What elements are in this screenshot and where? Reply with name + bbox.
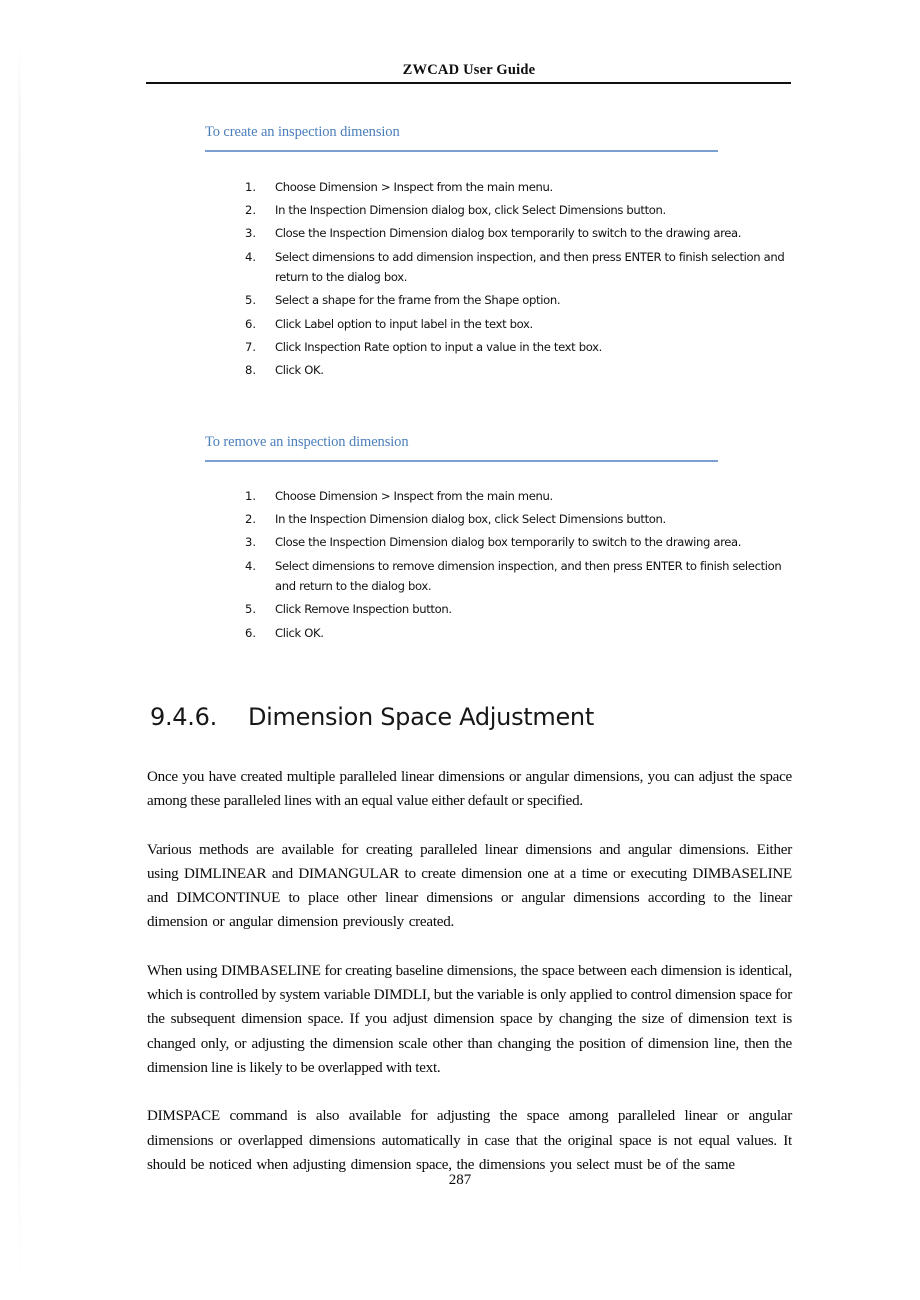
- list-item-text: Click Remove Inspection button.: [275, 602, 452, 617]
- list-item-number: 5.: [245, 602, 257, 617]
- list-item-text: Select a shape for the frame from the Shape option.: [275, 293, 561, 308]
- list-item-text: Close the Inspection Dimension dialog box temporarily to switch to the drawing area.: [275, 226, 742, 241]
- list-item-number: 2.: [245, 512, 257, 527]
- list-item: [245, 247, 800, 288]
- list-item-text: Select dimensions to remove dimension inspection, and then press ENTER to finish selection and return to the dialog box.: [275, 558, 782, 594]
- subheading-remove-inspection-dimension: To remove an inspection dimension: [205, 434, 409, 450]
- page-number: 287: [448, 1172, 472, 1188]
- section-heading: [150, 703, 594, 731]
- list-item: [245, 314, 800, 335]
- list-item-text: In the Inspection Dimension dialog box, click Select Dimensions button.: [275, 512, 666, 527]
- list-item: [245, 599, 800, 620]
- list-item: [245, 360, 800, 381]
- list-item: [245, 200, 800, 221]
- list-item: [245, 486, 800, 507]
- paragraph: When using DIMBASELINE for creating baseline dimensions, the space between each dimension is identical, which is controlled by system variable DIMDLI, but the variable is only applied to control dimension space for the subsequent dimension space. If you adjust dimension space by changing the size of dimension text is changed only, or adjusting the dimension scale other than changing the position of dimension line, then the dimension line is likely to be overlapped with text.: [147, 962, 792, 1076]
- list-item-text: Click OK.: [275, 625, 324, 640]
- subheading-create-inspection-dimension: To create an inspection dimension: [205, 124, 400, 140]
- list-item: [245, 290, 800, 311]
- list-item: [245, 556, 800, 597]
- subheading-rule-1: [205, 150, 718, 152]
- section-number: 9.4.6.: [150, 703, 217, 731]
- paragraph: Various methods are available for creating paralleled linear dimensions and angular dimensions. Either using DIMLINEAR and DIMANGULAR to create dimension one at a time or executing DIMBASELINE and DIMCONTINUE to place other linear dimensions or angular dimensions according to the linear dimension or angular dimension previously created.: [147, 841, 792, 931]
- list-item-text: Click Inspection Rate option to input a value in the text box.: [275, 339, 602, 354]
- list-item-number: 4.: [245, 249, 257, 264]
- list-item: [245, 177, 800, 198]
- list-item: [245, 223, 800, 244]
- list-item-text: Select dimensions to add dimension inspection, and then press ENTER to finish selection and return to the dialog box.: [275, 249, 785, 285]
- scan-artifact-stripe: [18, 0, 21, 1300]
- list-item-number: 6.: [245, 316, 257, 331]
- list-item: [245, 337, 800, 358]
- list-item-number: 6.: [245, 625, 257, 640]
- section-title: Dimension Space Adjustment: [248, 703, 594, 731]
- list-item-text: In the Inspection Dimension dialog box, click Select Dimensions button.: [275, 203, 666, 218]
- list-item-number: 2.: [245, 203, 257, 218]
- list-item-number: 3.: [245, 535, 257, 550]
- list-item: [245, 623, 800, 644]
- list-item-number: 3.: [245, 226, 257, 241]
- list-item-text: Click OK.: [275, 362, 324, 377]
- list-item-number: 7.: [245, 339, 257, 354]
- list-item-number: 1.: [245, 489, 257, 503]
- paragraph: DIMSPACE command is also available for adjusting the space among paralleled linear or angular dimensions or overlapped dimensions automatically in case that the original space is not equal values. It should be noticed when adjusting dimension space, the dimensions you select must be of the same: [147, 1108, 792, 1173]
- section-body: [147, 765, 792, 1177]
- list-item-text: Close the Inspection Dimension dialog box temporarily to switch to the drawing area.: [275, 535, 742, 550]
- list-item: [245, 509, 800, 530]
- list-item-text: Click Label option to input label in the text box.: [275, 316, 533, 331]
- list-item-number: 1.: [245, 180, 257, 194]
- list-item-text: Choose Dimension > Inspect from the main menu.: [275, 180, 553, 194]
- list-item-text: Choose Dimension > Inspect from the main menu.: [275, 489, 553, 503]
- list-item: [245, 532, 800, 553]
- list-item-number: 4.: [245, 558, 257, 573]
- list-item-number: 8.: [245, 362, 257, 377]
- header-rule: [146, 82, 791, 84]
- running-header-title: ZWCAD User Guide: [402, 62, 536, 78]
- procedure-list-remove: [245, 486, 800, 646]
- procedure-list-create: [245, 177, 800, 383]
- list-item-number: 5.: [245, 293, 257, 308]
- paragraph: Once you have created multiple paralleled linear dimensions or angular dimensions, you can adjust the space among these paralleled lines with an equal value either default or specified.: [147, 769, 792, 810]
- subheading-rule-2: [205, 460, 718, 462]
